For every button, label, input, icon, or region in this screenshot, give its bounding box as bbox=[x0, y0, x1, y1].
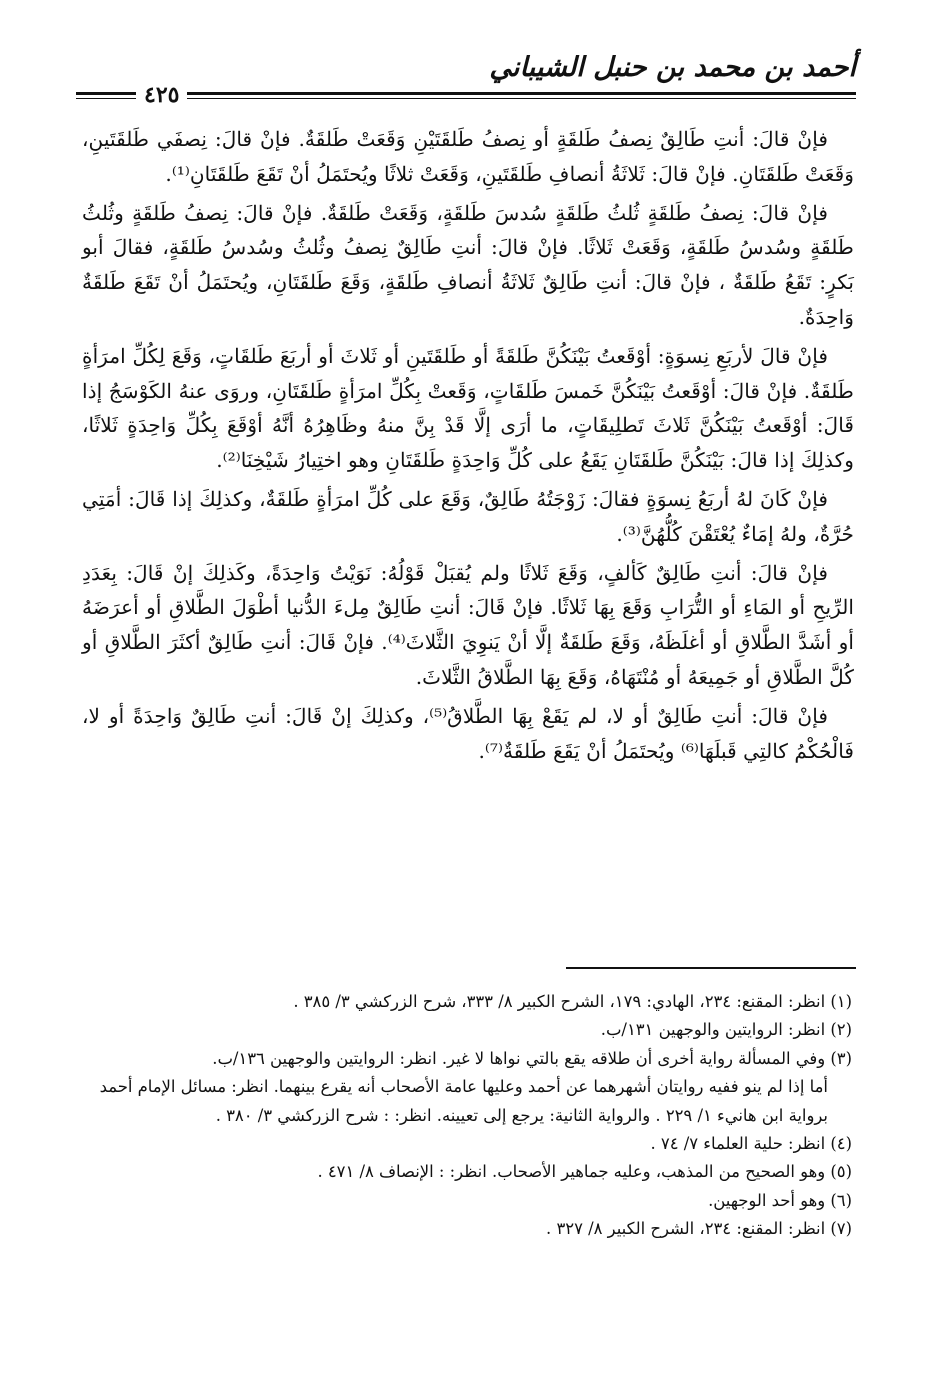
footnotes bbox=[96, 988, 852, 1244]
footnote-separator bbox=[566, 967, 856, 969]
main-text bbox=[82, 122, 854, 772]
header-rule-thin bbox=[76, 98, 856, 99]
page-number: ٤٢٥ bbox=[136, 82, 187, 108]
header-rule-thick bbox=[76, 92, 856, 95]
footnote: (٢) انظر: الروايتين والوجهين ١٣١/ب. bbox=[600, 1020, 852, 1040]
paragraph: فإنْ قالَ: نِصفُ طَلقَةٍ ثُلثُ طَلقَةٍ سُدسَ طَلقَةٍ، وَقَعَتْ طَلقَةٌ. فإنْ قالَ: نِصفُ طَلقَةٍ وثُلثُ طَلقَةٍ وسُدسُ طَلقَةٍ، وَقَعَتْ ثَلاثًا. فإنْ قالَ: أنتِ طَالِقٌ نِصفُ وثُلثُ وسُدسُ طَلقَةٍ، فقالَ أبو بَكرٍ: تَقَعُ طَلقَةٌ ، فإنْ قالَ: أنتِ طَالِقٌ ثَلاثَةُ أنصافِ طَلقَةٍ، وَقَعَ طَلقَتَانِ، ويُحتَمَلُ أنْ تَقَعَ طَلقَةٌ وَاحِدَةٌ. bbox=[82, 200, 854, 329]
footnote: (١) انظر: المقنع: ٢٣٤، الهادي: ١٧٩، الشرح الكبير ٨/ ٣٣٣، شرح الزركشي ٣/ ٣٨٥ . bbox=[293, 992, 852, 1011]
paragraph: فإنْ قالَ: أنتِ طَالِقٌ نِصفُ طَلقَةٍ أو نِصفُ طَلقَتَيْنِ وَقَعَتْ طَلقَةٌ. فإنْ قالَ: نِصفَي طَلقَتَينِ، وَقَعَتْ طَلقَتَانِ. فإنْ قالَ: ثَلاثَةُ أنصافِ طَلقَتَينِ، وَقَعَتْ ثلاثًا ويُحتَمَلُ أنْ تَقَعَ طَلقَتَانِ⁽¹⁾. bbox=[82, 127, 854, 186]
running-header bbox=[76, 40, 856, 108]
paragraph: فإنْ قالَ لأربَعِ نِسوَةٍ: أوْقَعتُ بَيْنَكُنَّ طَلقَةً أو طَلقَتَينِ أو ثَلاثَ أو أربَعَ طَلقَاتٍ، وَقَعَ لِكُلِّ امرَأةٍ طَلقَةٌ. فإنْ قالَ: أوْقَعتُ بَيْنَكُنَّ خَمسَ طَلقَاتٍ، وَقَعتْ بِكُلِّ امرَأةٍ طَلقَتَانِ، وروَى عنهُ الكَوْسَجُ إذا قَالَ: أوْقَعتُ بَيْنَكُنَّ ثَلاثَ تَطلِيقَاتٍ، ما أرَى إلَّا قَدْ بِنَّ منهُ وظَاهِرُهُ أنَّهُ أوْقَعَ بِكُلِّ وَاحِدَةٍ ثَلاثًا، وكذلِكَ إذا قالَ: بَيْنَكُنَّ طَلقَتَانِ يَقَعُ على كُلِّ وَاحِدَةٍ طَلقَتَانِ وهو اختِيارُ شَيْخِنَا⁽²⁾. bbox=[82, 343, 854, 473]
footnote: (٥) وهو الصحيح من المذهب، وعليه جماهير الأصحاب. انظر: : الإنصاف ٨/ ٤٧١ . bbox=[317, 1162, 852, 1182]
paragraph: فإنْ قالَ: أنتِ طَالِقٌ أو لا، لم يَقَعْ بِهَا الطَّلاقُ⁽⁵⁾، وكذلِكَ إنْ قَالَ: أنتِ طَالِقٌ وَاحِدَةً أو لا، فَالْحُكْمُ كالتِي قَبلَهَا⁽⁶⁾ ويُحتَمَلُ أنْ يَقَعَ طَلقَةٌ⁽⁷⁾. bbox=[82, 703, 854, 763]
paragraph: فإنْ قالَ: أنتِ طَالِقٌ كَألفٍ، وَقَعَ ثَلاثًا ولم يُقبَلْ قَوْلُهُ: نَوَيْتُ وَاحِدَةً، وكَذلِكَ إنْ قَالَ: بِعَدَدِ الرِّيحِ أو المَاءِ أو التُّرَابِ وَقَعَ بِهَا ثَلاثًا. فإنْ قَالَ: أنتِ طَالِقٌ مِلءَ الدُّنيا أطْوَلَ الطَّلاقِ أو أعرَضَهُ أو أشَدَّ الطَّلاقِ أو أغلَظَهُ، وَقَعَ طَلقَةٌ إلَّا أنْ يَنوِيَ الثَّلاثَ⁽⁴⁾. فإنْ قَالَ: أنتِ طَالِقٌ أكثَرَ الطَّلاقِ أو كُلَّ الطَّلاقِ أو جَمِيعَهُ أو مُنْتَهَاهُ، وَقَعَ بِهَا الطَّلاقُ الثَّلاثَ. bbox=[82, 560, 854, 689]
footnote: (٧) انظر: المقنع: ٢٣٤، الشرح الكبير ٨/ ٣٢٧ . bbox=[546, 1219, 852, 1239]
footnote: (٤) انظر: حلية العلماء ٧/ ٧٤ . bbox=[650, 1134, 852, 1154]
header-title: أحمد بن محمد بن حنبل الشيباني bbox=[489, 52, 856, 83]
footnote-continuation: أما إذا لم ينو ففيه روايتان أشهرهما عن أحمد وعليها عامة الأصحاب أنه يقرع بينهما. انظر: مسائل الإمام أحمد برواية ابن هانيء ١/ ٢٢٩ . والرواية الثانية: يرجع إلى تعيينه. انظر: : شرح الزركشي ٣/ ٣٨٠ . bbox=[99, 1077, 828, 1125]
footnote: (٦) وهو أحد الوجهين. bbox=[708, 1190, 852, 1210]
footnote: (٣) وفي المسألة رواية أخرى أن طلاقه يقع بالتي نواها لا غير. انظر: الروايتين والوجهين ١٣٦/ب. bbox=[212, 1048, 852, 1068]
paragraph: فإنْ كَانَ لهُ أربَعُ نِسوَةٍ فقالَ: زَوْجَتُهُ طَالِقٌ، وَقَعَ على كُلِّ امرَأةٍ طَلقَةٌ، وكذلِكَ إذا قَالَ: أمَتِي حُرَّةٌ، ولهُ إمَاءٌ يُعْتَقْنَ كُلُّهُنَّ⁽³⁾. bbox=[82, 486, 854, 546]
